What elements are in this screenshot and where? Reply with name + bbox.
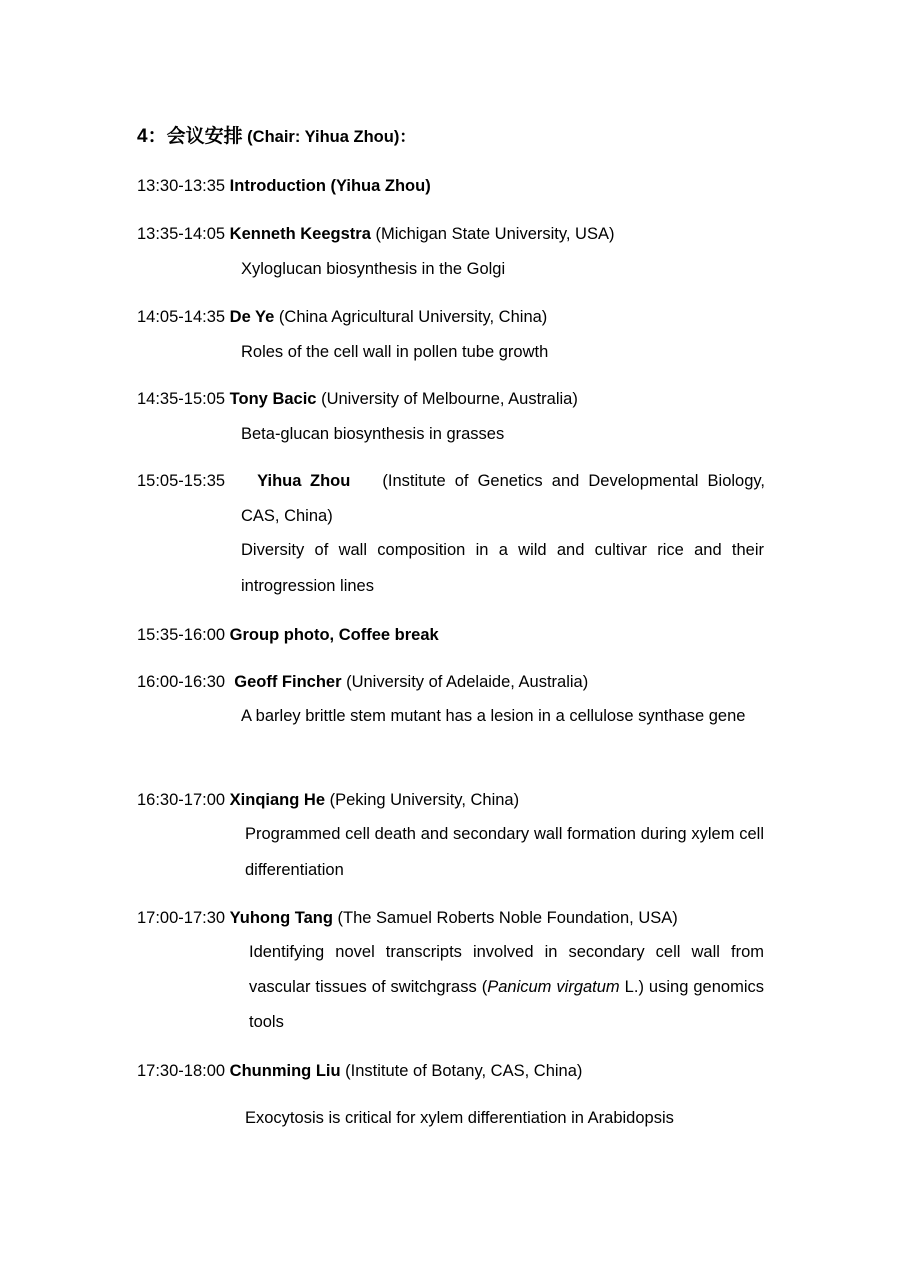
talk-title: A barley brittle stem mutant has a lesion in a cellulose synthase gene [241, 707, 746, 725]
schedule-item [137, 908, 678, 928]
time-slot: 15:35-16:00 [137, 626, 226, 644]
speaker-name: Tony Bacic [229, 390, 317, 408]
speaker-name: Geoff Fincher [234, 673, 342, 691]
section-chair: (Chair: Yihua Zhou)： [242, 128, 416, 146]
time-slot: 13:35-14:05 [137, 225, 226, 243]
talk-title: Exocytosis is critical for xylem differentiation in Arabidopsis [245, 1109, 674, 1127]
speaker-name: Introduction [229, 177, 326, 195]
speaker-name: Xinqiang He [229, 791, 326, 809]
speaker-affiliation: (Michigan State University, USA) [370, 225, 615, 243]
talk-title: Roles of the cell wall in pollen tube growth [241, 343, 549, 361]
time-slot: 14:35-15:05 [137, 390, 226, 408]
speaker-affiliation: (Peking University, China) [325, 791, 520, 809]
speaker-name: De Ye [229, 308, 275, 326]
speaker-affiliation: (Yihua Zhou) [325, 177, 431, 195]
time-slot: 17:30-18:00 [137, 1062, 226, 1080]
talk-title-text: Identifying novel transcripts involved in secondary cell wall from vascular tissues of switchgrass ( [249, 943, 764, 997]
speaker-affiliation: (Institute of Genetics and Developmental Biology, [382, 472, 765, 490]
schedule-item [137, 790, 519, 810]
schedule-item [137, 625, 439, 645]
schedule-item [137, 672, 588, 692]
time-slot: 16:00-16:30 [137, 673, 226, 691]
speaker-affiliation: (University of Melbourne, Australia) [316, 390, 578, 408]
schedule-item [137, 307, 547, 327]
schedule-item [137, 176, 431, 196]
talk-title: Programmed cell death and secondary wall formation during xylem cell differentiation [245, 825, 764, 879]
section-number: 4： [137, 126, 167, 147]
time-slot: 17:00-17:30 [137, 909, 226, 927]
talk-title [249, 935, 764, 1041]
section-heading [137, 121, 416, 148]
talk-title: Diversity of wall composition in a wild and cultivar rice and their introgression lines [241, 541, 764, 595]
section-title-chinese: 会议安排 [166, 126, 243, 147]
time-slot: 14:05-14:35 [137, 308, 226, 326]
schedule-item [137, 389, 578, 409]
speaker-name: Yihua Zhou [257, 472, 351, 490]
speaker-name: Yuhong Tang [229, 909, 333, 927]
speaker-name: Kenneth Keegstra [229, 225, 371, 243]
talk-title-text: L.) using genomics tools [249, 978, 764, 1032]
species-name: Panicum virgatum [487, 978, 620, 997]
schedule-item [137, 471, 765, 491]
speaker-affiliation: (Institute of Botany, CAS, China) [340, 1062, 583, 1080]
break-label: Group photo, Coffee break [229, 626, 439, 644]
schedule-item [137, 1061, 582, 1081]
speaker-affiliation-continued: CAS, China) [241, 507, 333, 525]
talk-title: Xyloglucan biosynthesis in the Golgi [241, 260, 506, 278]
time-slot: 13:30-13:35 [137, 177, 226, 195]
time-slot: 15:05-15:35 [137, 472, 226, 490]
speaker-affiliation: (University of Adelaide, Australia) [341, 673, 589, 691]
time-slot: 16:30-17:00 [137, 791, 226, 809]
schedule-item [137, 224, 614, 244]
speaker-name: Chunming Liu [229, 1062, 341, 1080]
speaker-affiliation: (China Agricultural University, China) [274, 308, 548, 326]
talk-title: Beta-glucan biosynthesis in grasses [241, 425, 505, 443]
speaker-affiliation: (The Samuel Roberts Noble Foundation, USA) [332, 909, 678, 927]
